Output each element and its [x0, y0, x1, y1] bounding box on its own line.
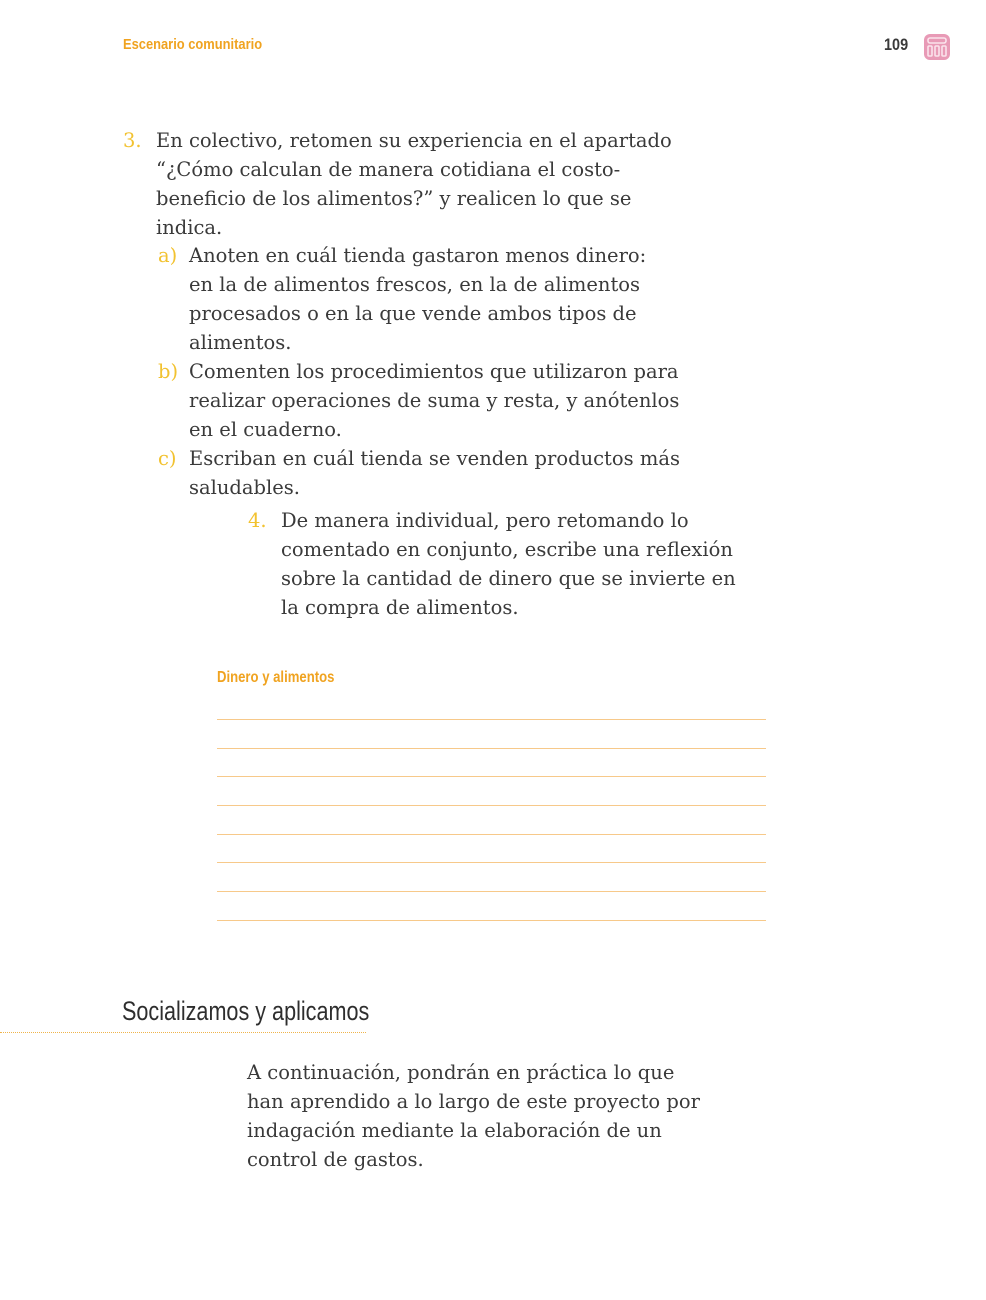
writing-line[interactable]: [217, 776, 766, 777]
activity-text-line: la compra de alimentos.: [281, 596, 519, 619]
section-divider: [0, 1032, 366, 1033]
subitem-a: [158, 241, 647, 357]
activity-text-line: sobre la cantidad de dinero que se invierte en: [281, 567, 736, 590]
subitem-text-line: en la de alimentos frescos, en la de alimentos: [189, 273, 641, 296]
activity-4: [248, 506, 736, 622]
writing-box-title: Dinero y alimentos: [217, 669, 335, 686]
subitem-letter: a): [158, 244, 178, 267]
subitem-text-line: Escriban en cuál tienda se venden productos más: [189, 447, 680, 470]
intro-text-line: A continuación, pondrán en práctica lo que: [247, 1061, 675, 1084]
subitem-text-line: realizar operaciones de suma y resta, y anótenlos: [189, 389, 680, 412]
writing-line[interactable]: [217, 748, 766, 749]
writing-line[interactable]: [217, 805, 766, 806]
pink-glyph-emblem-icon: [923, 33, 951, 61]
intro-text-line: han aprendido a lo largo de este proyecto por: [247, 1090, 700, 1113]
writing-line[interactable]: [217, 920, 766, 921]
page-number: 109: [884, 35, 909, 54]
activity-text-line: En colectivo, retomen su experiencia en el apartado: [156, 129, 672, 152]
activity-text-line: beneficio de los alimentos?” y realicen lo que se: [156, 187, 632, 210]
intro-text-line: indagación mediante la elaboración de un: [247, 1119, 662, 1142]
subitem-letter: b): [158, 360, 179, 383]
activity-text-line: “¿Cómo calculan de manera cotidiana el costo-: [156, 158, 621, 181]
activity-number: 3.: [123, 129, 142, 152]
subitem-b: [158, 357, 680, 444]
subitem-letter: c): [158, 447, 177, 470]
section-intro: [247, 1058, 700, 1174]
activity-3: [123, 126, 672, 242]
activity-number: 4.: [248, 509, 267, 532]
section-title: Socializamos y aplicamos: [122, 996, 370, 1026]
subitem-text-line: Anoten en cuál tienda gastaron menos dinero:: [189, 244, 647, 267]
writing-line[interactable]: [217, 719, 766, 720]
subitem-text-line: alimentos.: [189, 331, 292, 354]
writing-line[interactable]: [217, 834, 766, 835]
subitem-text-line: en el cuaderno.: [189, 418, 342, 441]
intro-text-line: control de gastos.: [247, 1148, 424, 1171]
activity-text-line: indica.: [156, 216, 223, 239]
activity-text-line: comentado en conjunto, escribe una reflexión: [281, 538, 733, 561]
subitem-text-line: saludables.: [189, 476, 301, 499]
writing-line[interactable]: [217, 862, 766, 863]
writing-line[interactable]: [217, 891, 766, 892]
subitem-c: [158, 444, 680, 502]
subitem-text-line: Comenten los procedimientos que utilizaron para: [189, 360, 679, 383]
running-head: Escenario comunitario: [123, 36, 263, 53]
writing-lines: [217, 719, 766, 949]
subitem-text-line: procesados o en la que vende ambos tipos de: [189, 302, 637, 325]
activity-text-line: De manera individual, pero retomando lo: [281, 509, 689, 532]
